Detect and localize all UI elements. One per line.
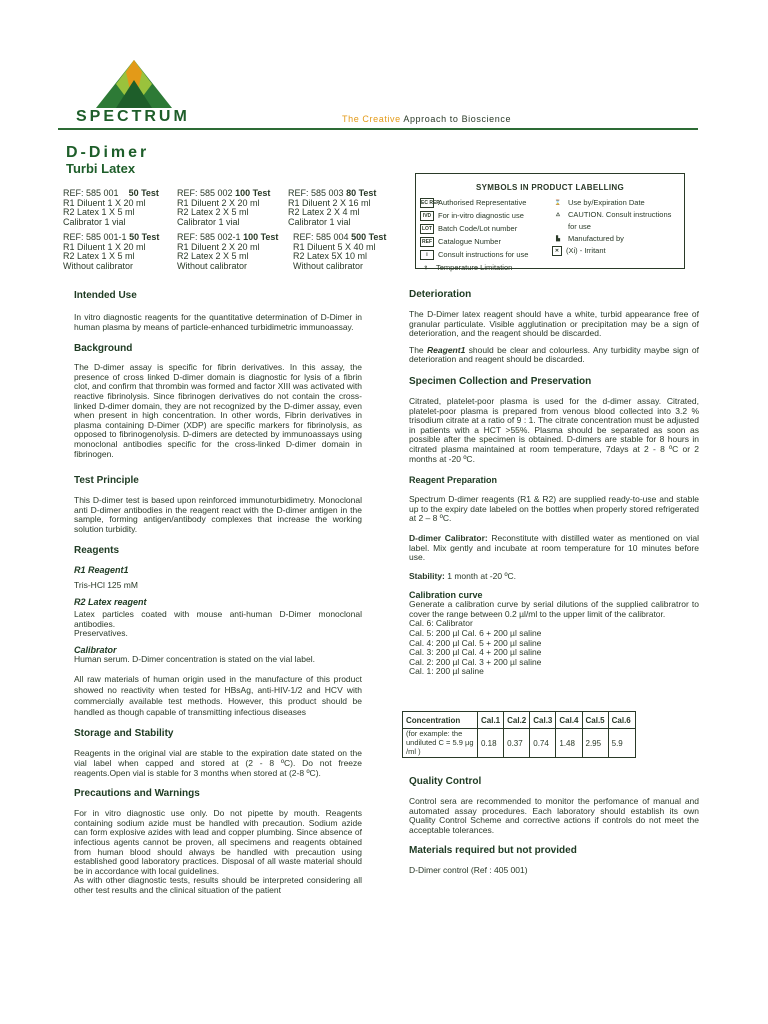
table-header: Cal.4 xyxy=(556,712,582,729)
section-text: Tris-HCl 125 mM xyxy=(74,579,138,590)
section-heading: Deterioration xyxy=(409,289,472,300)
dilution-line: Cal. 4: 200 µl Cal. 5 + 200 µl saline xyxy=(409,637,542,648)
section-text: Generate a calibration curve by serial dilutions of the supplied calibratror to cover the range between 0.2 µl/ml to the upper limit of the calibrator. xyxy=(409,599,699,619)
table-cell: 1.48 xyxy=(556,729,582,758)
hourglass-icon: ⌛ xyxy=(554,200,562,207)
table-header: Cal.3 xyxy=(530,712,556,729)
section-text: All raw materials of human origin used in the manufacture of this product showed no reactivity when tested for HBsAg, anti-HIV-1/2 and HCV with commercially available test methods. However, this product should be handled as though capable of transmitting infectious diseases xyxy=(74,674,362,718)
symbols-title: SYMBOLS IN PRODUCT LABELLING xyxy=(476,183,624,192)
irritant-icon: ✕ xyxy=(552,246,562,256)
section-heading: Reagent Preparation xyxy=(409,475,498,486)
ref-block: REF: 585 001 50 Test R1 Diluent 1 X 20 ml R2 Latex 1 X 5 ml Calibrator 1 vial xyxy=(63,188,159,227)
product-title: D-Dimer xyxy=(66,144,150,161)
right-column-bottom xyxy=(409,776,699,876)
section-text: Spectrum D-dimer reagents (R1 & R2) are supplied ready-to-use and stable up to the expiry date labeled on the bottles when properly stored refrigerated at 2 – 8 ºC. xyxy=(409,494,699,524)
reagent-name: R2 Latex reagent xyxy=(74,597,147,608)
section-text: The D-dimer assay is specific for fibrin derivatives. In this assay, the presence of cross linked D-dimer domain is diagnostic for lysis of a fibrin clot, and confirm that thrombin was formed and factor XIII was activated with reactive fibrinolysis. Since fibrinogen derivatives do not contain the cross-linked D-dimer domain, they are not recognized by the D-dimer assay, even when present in high concentration. In other words, Fibrin derivatives in plasma containing D-Dimer (XDP) are specific markers for fibrinolysis, as opposed to fibrinogenolysis. D-dimers are detected by immunoassays using monoclonal antibodies specific for the cross-linked D-dimer domain in fibrinogen. xyxy=(74,362,362,459)
ivd-icon: IVD xyxy=(420,211,434,221)
section-text: Citrated, platelet-poor plasma is used for the d-dimer assay. Citrated, platelet-poor plasma is prepared from venous blood collected into 3.2 % trisodium citrate at a ratio of 9 : 1. The citrate concentration must be adjusted in patients with a HCT >55%. Plasma should be separated as soon as possible after the specimen is obtained. D-dimers are stable for 8 hours in citrated plasma maintained at room temperature, 7days at 2 - 8 ºC or 2 months at -20 ºC. xyxy=(409,395,699,464)
calibration-table xyxy=(402,711,636,758)
dilution-line: Cal. 1: 200 µl saline xyxy=(409,666,484,677)
right-column xyxy=(409,289,699,677)
section-text: As with other diagnostic tests, results should be interpreted considering all other test results and the clinical situation of the patient xyxy=(74,875,362,895)
table-header: Cal.2 xyxy=(504,712,530,729)
table-cell: 0.18 xyxy=(478,729,504,758)
section-text: In vitro diagnostic reagents for the quantitative determination of D-Dimer in human plasma by means of particle-enhanced turbidimetric immunoassay. xyxy=(74,312,362,332)
section-heading: Storage and Stability xyxy=(74,728,174,740)
dilution-line: Cal. 2: 200 µl Cal. 3 + 200 µl saline xyxy=(409,656,542,667)
section-text: D-dimer Calibrator: Reconstitute with distilled water as mentioned on vial label. Mix gently and incubate at room temperature for 10 minutes before use. xyxy=(409,532,699,563)
section-heading: Specimen Collection and Preservation xyxy=(409,375,592,387)
section-text: Preservatives. xyxy=(74,628,128,639)
ref-block: REF: 585 004 500 Test R1 Diluent 5 X 40 ml R2 Latex 5X 10 ml Without calibrator xyxy=(293,232,387,271)
section-heading: Background xyxy=(74,343,133,355)
section-heading: Intended Use xyxy=(74,290,137,301)
reagent-name: R1 Reagent1 xyxy=(74,564,129,575)
section-heading: Precautions and Warnings xyxy=(74,788,200,800)
section-heading: Calibration curve xyxy=(409,590,483,601)
table-header: Cal.1 xyxy=(478,712,504,729)
section-text: Control sera are recommended to monitor the perfomance of manual and automated assay procedures. Each laboratory should establish its own Quality Control Scheme and corrective actions if controls do not meet the acceptable tolerances. xyxy=(409,796,699,835)
lot-icon: LOT xyxy=(422,226,432,233)
dilution-line: Cal. 5: 200 µl Cal. 6 + 200 µl saline xyxy=(409,628,542,639)
table-header: Cal.6 xyxy=(608,712,635,729)
section-text: The D-Dimer latex reagent should have a white, turbid appearance free of granular particulate. Visible agglutination or precipitation may be a sign of deterioration, and the reagent should be discarded. xyxy=(409,309,699,339)
section-text: Reagents in the original vial are stable to the expiration date stated on the vial label when capped and stored at (2 - 8 ºC). Do not freeze reagents.Open vial is stable for 3 months when stored at (2-8 ºC). xyxy=(74,748,362,778)
ref-block: REF: 585 002-1 100 Test R1 Diluent 2 X 20 ml R2 Latex 2 X 5 ml Without calibrator xyxy=(177,232,279,271)
section-text: This D-dimer test is based upon reinforced immunoturbidimetry. Monoclonal anti D-dimer antibodies in the reagent react with the D-dimer antigen in the sample, forming antigen/antibody complexes that increase the working solution turbidity. xyxy=(74,495,362,534)
ref-block: REF: 585 003 80 Test R1 Diluent 2 X 16 ml R2 Latex 2 X 4 ml Calibrator 1 vial xyxy=(288,188,377,227)
section-text: D-Dimer control (Ref : 405 001) xyxy=(409,865,528,876)
symbols-legend: SYMBOLS IN PRODUCT LABELLING EC REPAuthorised Representative IVD For in-vitro diagnostic use LOT Batch Code/Lot number REF Catalogue Number i Consult instructions for use ⫯ Temperature Limitation ⌛ Use by/Expiration Date ⚠ CAUTION. Consult instructions for use ▙ Manufactured by ✕ (Xi) - Irritant xyxy=(415,173,685,269)
section-text: The Reagent1 should be clear and colourless. Any turbidity maybe sign of deterioration and reagent should be discarded. xyxy=(409,344,699,365)
reagent-name: Calibrator xyxy=(74,644,117,655)
info-icon: i xyxy=(420,250,434,260)
section-text: For in vitro diagnostic use only. Do not pipette by mouth. Reagents containing sodium azide must be handled with precaution. Sodium azide can form explosive azides with lead and copper plumbing. Since absence of infectious agents cannot be proven, all specimens and reagents obtained from human blood should always be handled with precaution using established good laboratory practices. Disposal of all waste material should be in accordance with local guidelines. xyxy=(74,808,362,876)
section-text: Latex particles coated with mouse anti-human D-Dimer monoclonal antibodies. xyxy=(74,609,362,629)
section-heading: Reagents xyxy=(74,544,120,556)
table-cell: 5.9 xyxy=(608,729,635,758)
brand-name: SPECTRUM xyxy=(76,108,190,125)
ref-block: REF: 585 001-1 50 Test R1 Diluent 1 X 20 ml R2 Latex 1 X 5 ml Without calibrator xyxy=(63,232,160,271)
table-cell: 0.37 xyxy=(504,729,530,758)
thermometer-icon: ⫯ xyxy=(424,265,428,272)
table-header: Concentration xyxy=(403,712,478,729)
ec-rep-icon: EC REP xyxy=(421,200,440,207)
header-divider xyxy=(58,128,698,130)
table-note: (for example: the undiluted C = 5.9 µg /ml ) xyxy=(403,729,478,758)
section-text: Human serum. D-Dimer concentration is stated on the vial label. xyxy=(74,653,315,664)
table-cell: 2.95 xyxy=(582,729,608,758)
warning-icon: ⚠ xyxy=(555,212,561,219)
section-heading: Materials required but not provided xyxy=(409,845,577,857)
ref-block: REF: 585 002 100 Test R1 Diluent 2 X 20 ml R2 Latex 2 X 5 ml Calibrator 1 vial xyxy=(177,188,271,227)
section-heading: Quality Control xyxy=(409,776,482,787)
dilution-line: Cal. 6: Calibrator xyxy=(409,618,473,629)
dilution-line: Cal. 3: 200 µl Cal. 4 + 200 µl saline xyxy=(409,647,542,658)
ref-icon: REF xyxy=(422,239,432,246)
factory-icon: ▙ xyxy=(556,236,560,243)
section-text: Stability: 1 month at -20 ºC. xyxy=(409,570,517,581)
tagline: The Creative Approach to Bioscience xyxy=(342,114,512,124)
product-subtitle: Turbi Latex xyxy=(66,161,136,176)
left-column xyxy=(74,290,362,896)
table-cell: 0.74 xyxy=(530,729,556,758)
table-header: Cal.5 xyxy=(582,712,608,729)
section-heading: Test Principle xyxy=(74,475,139,487)
spectrum-logo-icon xyxy=(94,58,174,110)
